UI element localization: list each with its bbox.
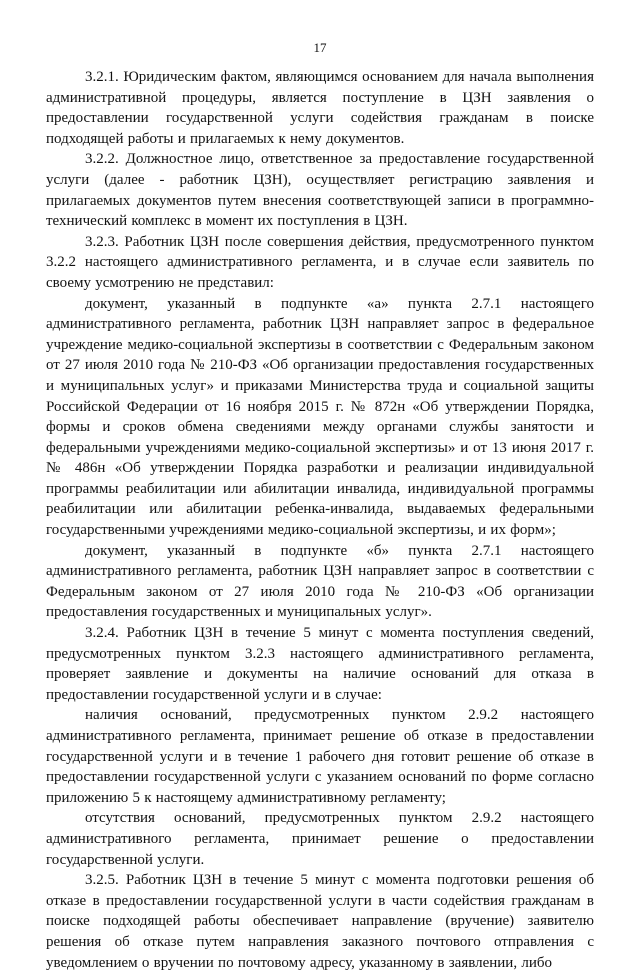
page-number: 17	[313, 40, 327, 55]
paragraph-3-2-3: 3.2.3. Работник ЦЗН после совершения действия, предусмотренного пунктом 3.2.2 настоящего административного регламента, и в случае если заявитель по своему усмотрению не представил:	[46, 233, 594, 291]
subparagraph-document-a: документ, указанный в подпункте «а» пункта 2.7.1 настоящего административного регламента, работник ЦЗН направляет запрос в федеральное учреждение медико-социальной экспертизы в соответствии с Федеральным законом от 27 июля 2010 года № 210-ФЗ «Об организации предоставления государственных и муниципальных услуг» и приказами Министерства труда и социальной защиты Российской Федерации от 16 ноября 2015 г. № 872н «Об утверждении Порядка, формы и сроков обмена сведениями между органами службы занятости и федеральными учреждениями медико-социальной экспертизы» и от 13 июня 2017 г. № 486н «Об утверждении Порядка разработки и реализации индивидуальной программы реабилитации или абилитации инвалида, индивидуальной программы реабилитации или абилитации ребенка-инвалида, выдаваемых федеральными государственными учреждениями медико-социальной экспертизы, и их форм»;	[46, 295, 594, 539]
paragraph-3-2-2: 3.2.2. Должностное лицо, ответственное за предоставление государственной услуги (далее - работник ЦЗН), осуществляет регистрацию заявления и прилагаемых документов путем внесения соответствующей записи в программно-технический комплекс в момент их поступления в ЦЗН.	[46, 151, 594, 230]
subparagraph-grounds-absent: отсутствия оснований, предусмотренных пунктом 2.9.2 настоящего административного регламента, принимает решение о предоставлении государственной услуги.	[46, 810, 594, 868]
paragraph-3-2-1: 3.2.1. Юридическим фактом, являющимся основанием для начала выполнения административной процедуры, является поступление в ЦЗН заявления о предоставлении государственной услуги содействия гражданам в поиске подходящей работы и прилагаемых к нему документов.	[46, 69, 594, 147]
paragraph-3-2-4: 3.2.4. Работник ЦЗН в течение 5 минут с момента поступления сведений, предусмотренных пунктом 3.2.3 настоящего административного регламента, проверяет заявление и документы на наличие оснований для отказа в предоставлении государственной услуги и в случае:	[46, 625, 594, 703]
document-body	[46, 67, 594, 973]
subparagraph-document-b: документ, указанный в подпункте «б» пункта 2.7.1 настоящего административного регламента, работник ЦЗН направляет запрос в соответствии с Федеральным законом от 27 июля 2010 года № 210-ФЗ «Об организации предоставления государственных и муниципальных услуг».	[46, 542, 594, 621]
paragraph-3-2-5: 3.2.5. Работник ЦЗН в течение 5 минут с момента подготовки решения об отказе в предоставлении государственной услуги в части содействия гражданам в поиске подходящей работы обеспечивает направление (вручение) заявителю решения об отказе путем направления заказного почтового отправления с уведомлением о вручении по почтовому адресу, указанному в заявлении, либо	[46, 872, 594, 971]
subparagraph-grounds-present: наличия оснований, предусмотренных пунктом 2.9.2 настоящего административного регламента, принимает решение об отказе в предоставлении государственной услуги и в течение 1 рабочего дня готовит решение об отказе в предоставлении государственной услуги с указанием оснований по форме согласно приложению 5 к настоящему административному регламенту;	[46, 707, 594, 806]
